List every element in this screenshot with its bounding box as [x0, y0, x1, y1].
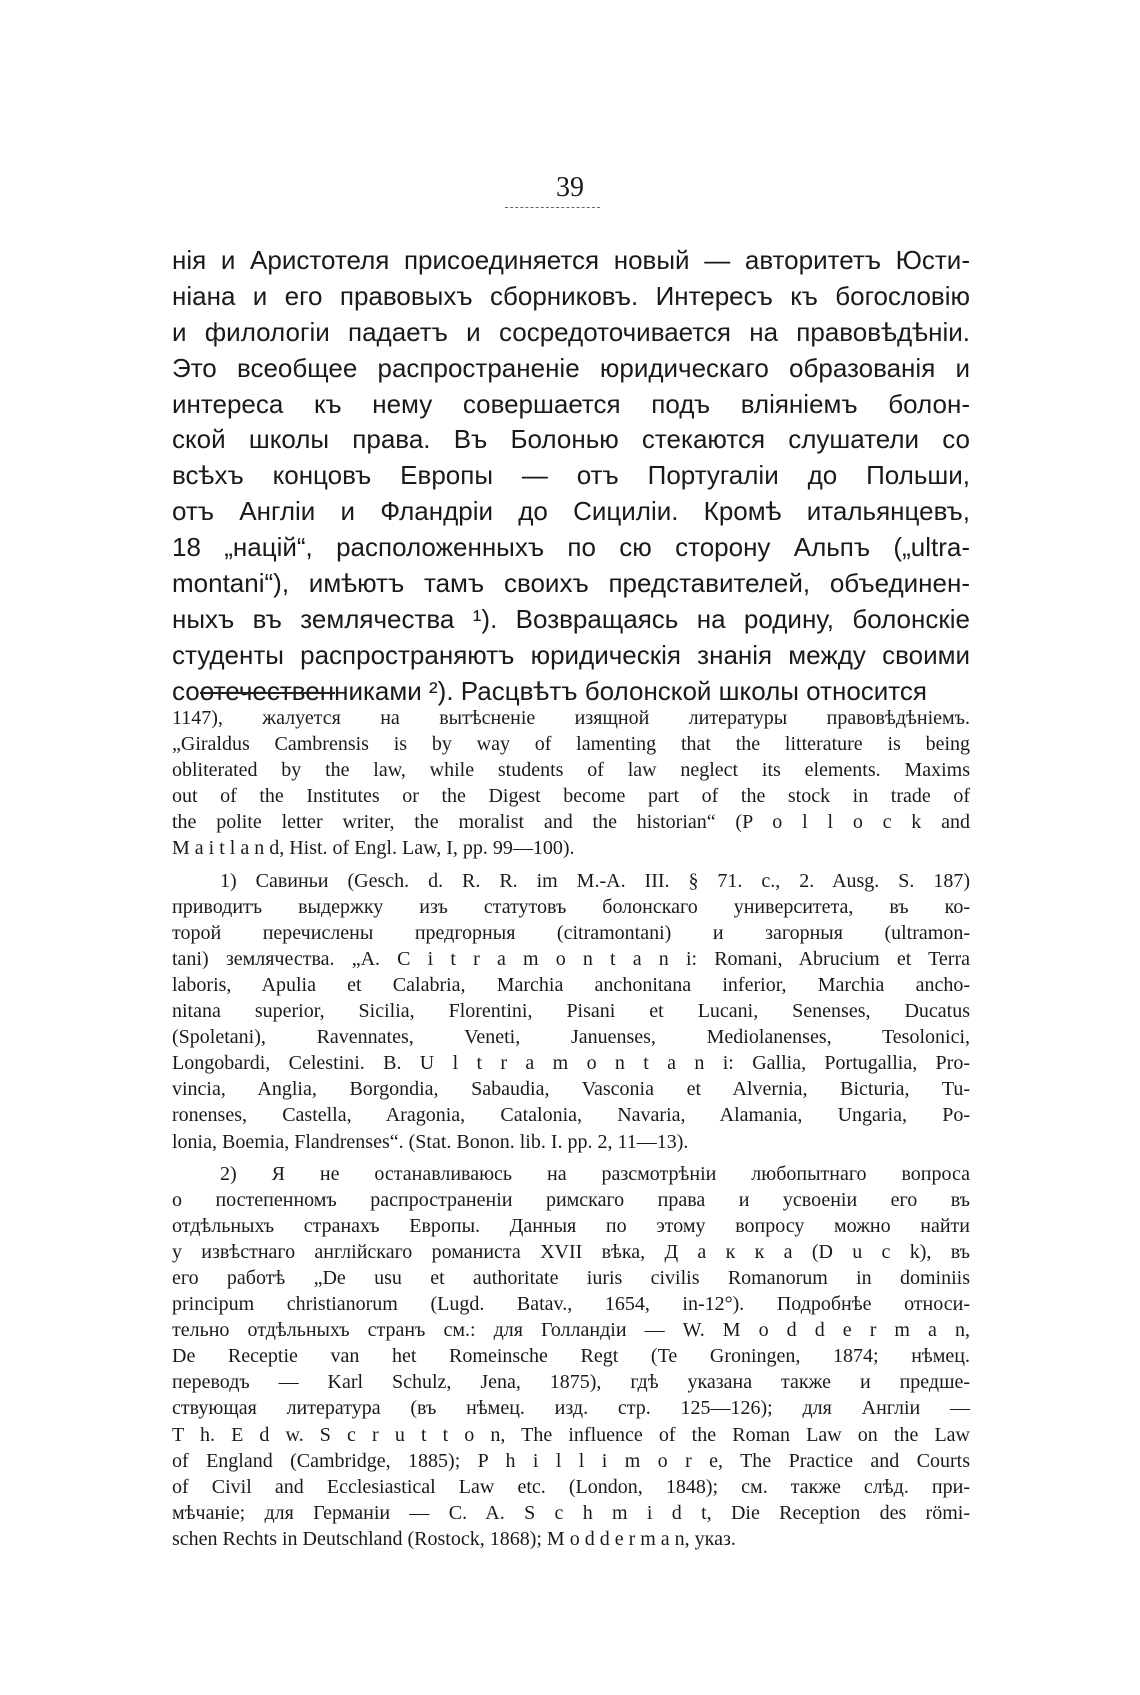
footnote-line: principum christianorum (Lugd. Batav., 1654, in-12°). Подробнѣе относи- [172, 1293, 970, 1316]
footnote-line: „Giraldus Cambrensis is by way of lamenting that the litterature is being [172, 733, 970, 756]
footnote-line: у извѣстнаго англійскаго романиста XVII вѣка, Д а к к а (D u c k), въ [172, 1240, 970, 1263]
footnote-line: переводъ — Karl Schulz, Jena, 1875), гдѣ указана также и предше- [172, 1371, 970, 1394]
body-line: соотечественниками ²). Расцвѣтъ болонской школы относится [172, 675, 928, 706]
body-line: 18 „націй“, расположенныхъ по сю сторону Альпъ („ultra- [172, 532, 970, 563]
footnote-line: (Spoletani), Ravennates, Veneti, Januenses, Mediolanenses, Tesolonici, [172, 1026, 970, 1049]
footnote-line: tani) землячества. „A. C i t r a m o n t a n i: Romani, Abrucium et Terra [172, 947, 970, 970]
footnote-line: 2) Я не останавливаюсь на разсмотрѣніи любопытнаго вопроса [220, 1162, 970, 1185]
footnote-line: ствующая литература (въ нѣмец. изд. стр. 125—126); для Англіи — [172, 1397, 970, 1420]
footnote-line: ronenses, Castella, Aragonia, Catalonia, Navaria, Alamania, Ungaria, Po- [172, 1104, 970, 1127]
footnote-line: T h. E d w. S c r u t t o n, The influence of the Roman Law on the Law [172, 1423, 970, 1446]
body-line: отъ Англіи и Фландріи до Сициліи. Кромѣ итальянцевъ, [172, 496, 970, 527]
page-number: 39 [556, 172, 584, 203]
body-line: студенты распространяютъ юридическія знанія между своими [172, 639, 970, 670]
body-line: нія и Аристотеля присоединяется новый — авторитетъ Юсти- [172, 245, 970, 275]
footnote-line: schen Rechts in Deutschland (Rostock, 1868); M o d d e r m a n, указ. [172, 1527, 736, 1550]
footnote-line: laboris, Apulia et Calabria, Marchia anchonitana inferior, Marchia ancho- [172, 973, 970, 996]
body-line: ніана и его правовыхъ сборниковъ. Интересъ къ богословію [172, 280, 970, 311]
body-line: ныхъ въ землячества ¹). Возвращаясь на родину, болонскіе [172, 603, 970, 634]
footnote-line: lonia, Boemia, Flandrenses“. (Stat. Bonon. lib. I. pp. 2, 11—13). [172, 1130, 689, 1153]
footnote-line: De Receptie van het Romeinsche Regt (Te Groningen, 1874; нѣмец. [172, 1345, 970, 1368]
footnote-line: Longobardi, Celestini. B. U l t r a m o n t a n i: Gallia, Portugallia, Pro- [172, 1052, 970, 1075]
footnote-line: приводитъ выдержку изъ статутовъ болонскаго университета, въ ко- [172, 895, 970, 918]
footnote-line: 1147), жалуется на вытѣсненіе изящной литературы правовѣдѣніемъ. [172, 707, 970, 729]
footnote-line: the polite letter writer, the moralist and the historian“ (P o l l o c k and [172, 811, 970, 834]
footnote-line: о постепенномъ распространеніи римскаго права и усвоеніи его въ [172, 1188, 970, 1211]
body-line: интереса къ нему совершается подъ вліяніемъ болон- [172, 388, 970, 419]
footnote-line: obliterated by the law, while students of law neglect its elements. Maxims [172, 759, 970, 782]
footnote-separator [200, 692, 335, 694]
footnote-line: мѣчаніе; для Германіи — C. A. S c h m i d t, Die Reception des römi- [172, 1501, 970, 1524]
body-line: всѣхъ концовъ Европы — отъ Португаліи до Польши, [172, 460, 970, 491]
footnote-line: nitana superior, Sicilia, Florentini, Pisani et Lucani, Senenses, Ducatus [172, 1000, 970, 1023]
footnote-line: out of the Institutes or the Digest become part of the stock in trade of [172, 785, 970, 808]
footnote-line: of England (Cambridge, 1885); P h i l l i m o r e, The Practice and Courts [172, 1449, 970, 1472]
footnote-line: of Civil and Ecclesiastical Law etc. (London, 1848); см. также слѣд. при- [172, 1475, 970, 1498]
footnote-line: M a i t l a n d, Hist. of Engl. Law, I, pp. 99—100). [172, 837, 575, 860]
footnote-line: vincia, Anglia, Borgondia, Sabaudia, Vasconia et Alvernia, Bicturia, Tu- [172, 1078, 970, 1101]
page-number-rule [505, 207, 600, 208]
body-line: montani“), имѣютъ тамъ своихъ представителей, объединен- [172, 568, 970, 599]
body-line: ской школы права. Въ Болонью стекаются слушатели со [172, 424, 970, 455]
footnote-line: тельно отдѣльныхъ странъ см.: для Голландіи — W. M o d d e r m a n, [172, 1319, 970, 1342]
body-line: Это всеобщее распространеніе юридическаго образованія и [172, 352, 970, 383]
body-line: и филологіи падаетъ и сосредоточивается на правовѣдѣніи. [172, 316, 970, 347]
footnote-line: торой перечислены предгорныя (citramontani) и загорныя (ultramon- [172, 921, 970, 944]
footnote-line: отдѣльныхъ странахъ Европы. Данныя по этому вопросу можно найти [172, 1214, 970, 1237]
footnote-line: его работѣ „De usu et authoritate iuris civilis Romanorum in dominiis [172, 1266, 970, 1289]
footnotes [172, 705, 970, 1552]
body-text [172, 243, 970, 710]
footnote-line: 1) Савиньи (Gesch. d. R. R. im M.-A. III. § 71. c., 2. Ausg. S. 187) [220, 869, 970, 892]
